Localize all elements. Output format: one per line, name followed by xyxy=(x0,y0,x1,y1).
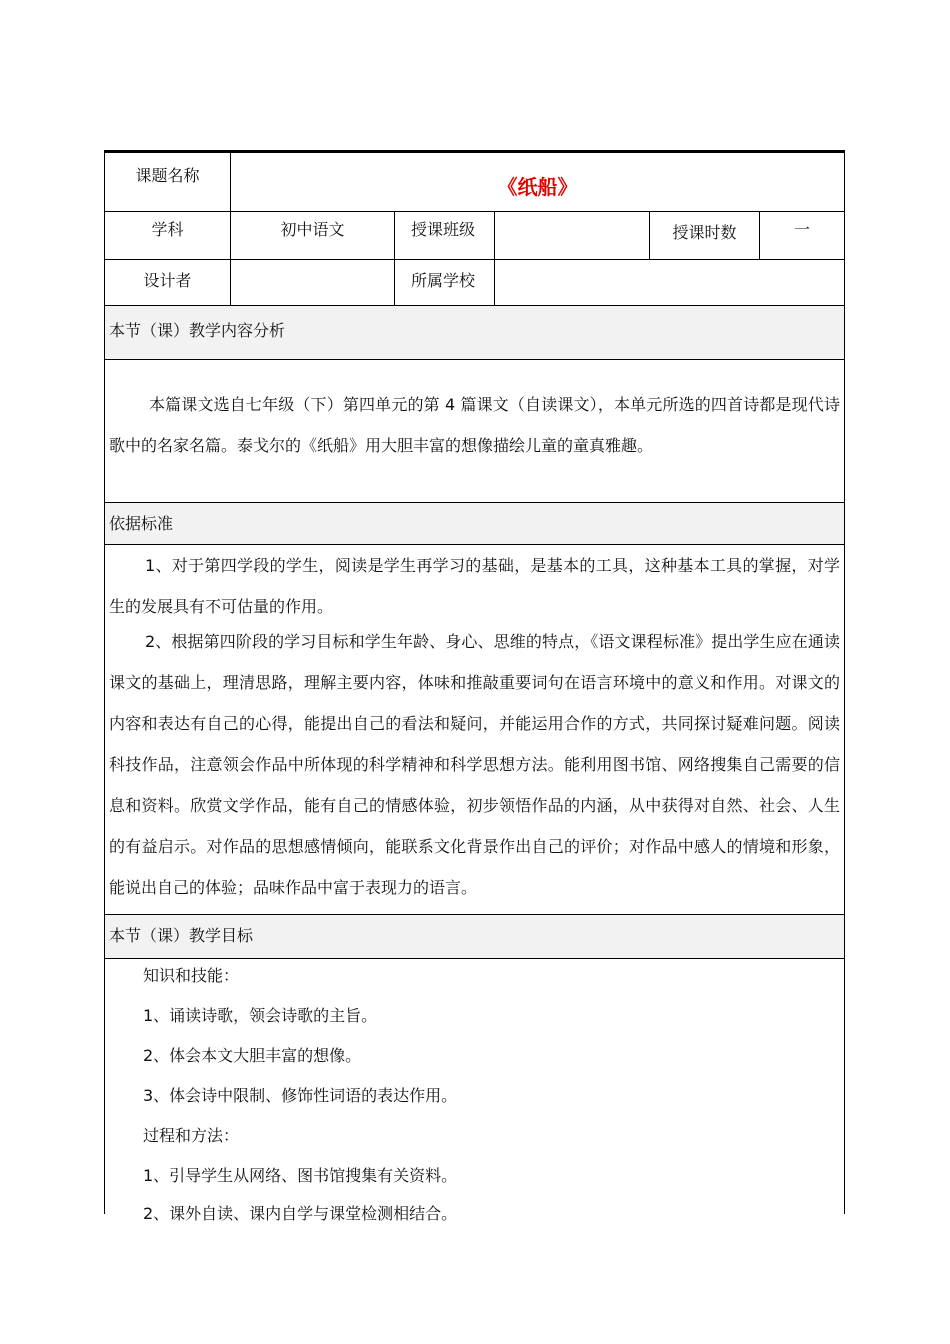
topic-label: 课题名称 xyxy=(135,166,200,185)
designer-value-cell xyxy=(231,260,395,306)
analysis-heading-cell xyxy=(105,306,844,360)
class-label-cell xyxy=(395,212,495,260)
standard-heading: 依据标准 xyxy=(109,514,174,533)
subject-value: 初中语文 xyxy=(280,220,345,239)
lesson-title: 《纸船》 xyxy=(497,175,578,199)
goal-line: 3、体会诗中限制、修饰性词语的表达作用。 xyxy=(143,1086,458,1105)
goal-line: 过程和方法： xyxy=(143,1126,240,1145)
hours-label: 授课时数 xyxy=(672,223,737,242)
topic-value-cell xyxy=(231,153,844,212)
school-label-cell xyxy=(395,260,495,306)
topic-label-cell xyxy=(105,153,231,212)
goal-line: 1、引导学生从网络、图书馆搜集有关资料。 xyxy=(143,1166,458,1185)
class-label: 授课班级 xyxy=(411,220,476,239)
subject-value-cell xyxy=(231,212,395,260)
hours-label-cell xyxy=(650,212,760,260)
hours-value-cell xyxy=(760,212,844,260)
standard-heading-cell xyxy=(105,503,844,545)
goal-line: 知识和技能： xyxy=(143,966,240,985)
school-label: 所属学校 xyxy=(411,271,476,290)
analysis-heading: 本节（课）教学内容分析 xyxy=(109,321,286,340)
goal-line: 2、课外自读、课内自学与课堂检测相结合。 xyxy=(143,1204,458,1223)
standard-paragraph-1: 1、对于第四学段的学生，阅读是学生再学习的基础，是基本的工具，这种基本工具的掌握，对学生的发展具有不可估量的作用。 xyxy=(109,556,840,616)
analysis-text: 本篇课文选自七年级（下）第四单元的第 4 篇课文（自读课文），本单元所选的四首诗都是现代诗歌中的名家名篇。泰戈尔的《纸船》用大胆丰富的想像描绘儿童的童真雅趣。 xyxy=(109,395,840,455)
analysis-body-cell xyxy=(105,360,844,503)
goal-line: 2、体会本文大胆丰富的想像。 xyxy=(143,1046,362,1065)
designer-label-cell xyxy=(105,260,231,306)
goal-line: 1、诵读诗歌，领会诗歌的主旨。 xyxy=(143,1006,378,1025)
hours-value: 一 xyxy=(793,220,810,239)
class-value-cell xyxy=(495,212,650,260)
designer-label: 设计者 xyxy=(143,271,192,290)
goals-heading-cell xyxy=(105,915,844,959)
subject-label-cell xyxy=(105,212,231,260)
standard-paragraph-2: 2、根据第四阶段的学习目标和学生年龄、身心、思维的特点，《语文课程标准》提出学生应在通读课文的基础上，理清思路，理解主要内容，体味和推敲重要词句在语言环境中的意义和作用。对课文的内容和表达有自己的心得，能提出自己的看法和疑问，并能运用合作的方式，共同探讨疑难问题。阅读科技作品，注意领会作品中所体现的科学精神和科学思想方法。能利用图书馆、网络搜集自己需要的信息和资料。欣赏文学作品，能有自己的情感体验，初步领悟作品的内涵，从中获得对自然、社会、人生的有益启示。对作品的思想感情倾向，能联系文化背景作出自己的评价；对作品中感人的情境和形象，能说出自己的体验；品味作品中富于表现力的语言。 xyxy=(109,632,840,897)
goals-body-cell xyxy=(105,959,844,1223)
goals-heading: 本节（课）教学目标 xyxy=(109,926,254,945)
school-value-cell xyxy=(495,260,844,306)
subject-label: 学科 xyxy=(151,220,184,239)
lesson-plan-table xyxy=(104,150,845,1223)
standard-body-cell xyxy=(105,545,844,915)
